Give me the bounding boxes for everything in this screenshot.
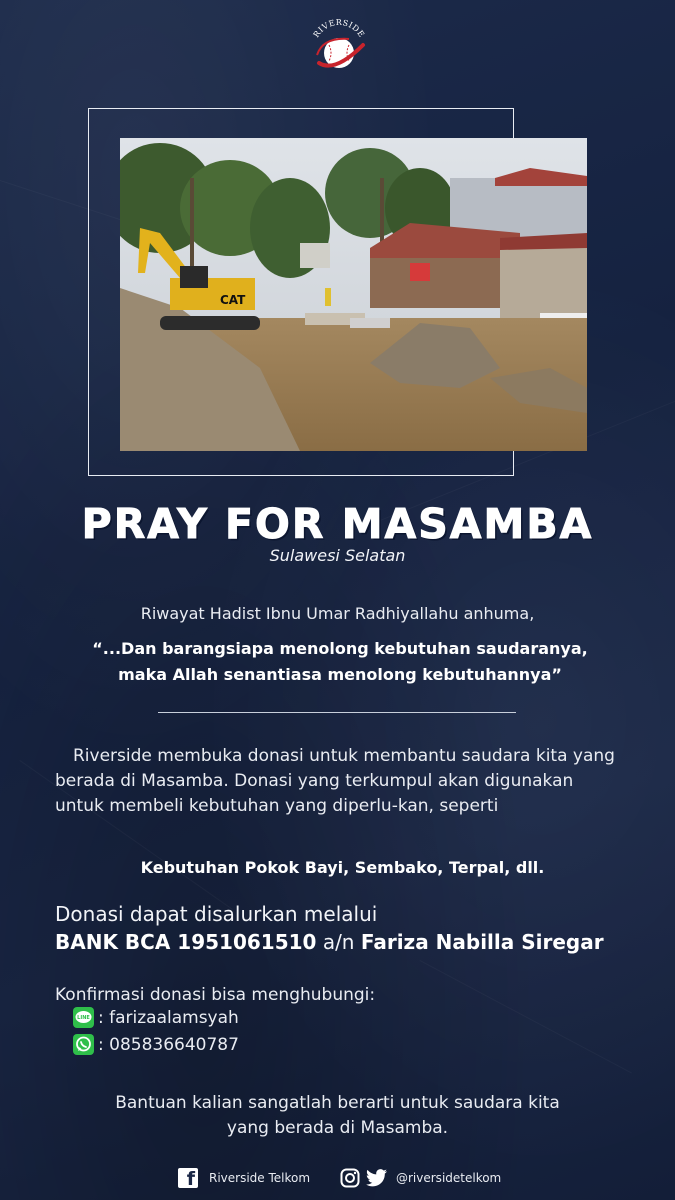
donation-description: Riverside membuka donasi untuk membantu saudara kita yang berada di Masamba. Donasi yang terkumpul akan digunakan untuk membeli kebutuhan yang diperlu-kan, seperti <box>55 746 615 816</box>
quote-line: maka Allah senantiasa menolong kebutuhannya” <box>118 665 562 684</box>
page-subtitle: Sulawesi Selatan <box>269 546 406 565</box>
closing-line: Bantuan kalian sangatlah berarti untuk saudara kita <box>115 1093 560 1113</box>
hadith-intro: Riwayat Hadist Ibnu Umar Radhiyallahu anhuma, <box>140 604 535 623</box>
contact-whatsapp[interactable] <box>73 1034 239 1055</box>
footer-facebook[interactable] <box>178 1168 310 1188</box>
hadith-quote <box>60 636 620 688</box>
account-name-prefix: a/n <box>322 930 355 954</box>
riverside-logo <box>305 15 373 75</box>
logo-text: RIVERSIDE <box>311 17 367 40</box>
whatsapp-number: : 085836640787 <box>98 1034 239 1055</box>
line-id: : farizaalamsyah <box>98 1007 239 1028</box>
bank-account <box>55 930 604 954</box>
closing-message <box>0 1091 675 1141</box>
line-icon <box>73 1007 94 1028</box>
confirmation-label: Konfirmasi donasi bisa menghubungi: <box>55 985 376 1005</box>
bank-number: BANK BCA 1951061510 <box>55 930 317 954</box>
whatsapp-icon <box>73 1034 94 1055</box>
facebook-name: Riverside Telkom <box>209 1171 311 1185</box>
closing-line: yang berada di Masamba. <box>226 1118 449 1138</box>
paper-crease <box>420 960 632 1074</box>
page-title: PRAY FOR MASAMBA <box>81 500 594 548</box>
instagram-icon <box>340 1168 360 1188</box>
facebook-icon: f <box>178 1168 198 1188</box>
account-name: Fariza Nabilla Siregar <box>360 930 604 954</box>
contact-line[interactable] <box>73 1007 239 1028</box>
divider <box>158 712 516 713</box>
cat-label: CAT <box>220 293 246 307</box>
svg-text:RIVERSIDE <box>312 18 367 39</box>
quote-line: “...Dan barangsiapa menolong kebutuhan saudaranya, <box>92 639 588 658</box>
needs-list: Kebutuhan Pokok Bayi, Sembako, Terpal, dll. <box>140 858 545 877</box>
twitter-icon <box>366 1169 388 1187</box>
footer-social-handle[interactable] <box>340 1168 501 1188</box>
svg-text:LINE: LINE <box>77 1015 90 1021</box>
donation-intro: Donasi dapat disalurkan melalui <box>55 902 378 926</box>
flood-photo <box>120 138 587 451</box>
social-handle: @riversidetelkom <box>396 1171 502 1185</box>
